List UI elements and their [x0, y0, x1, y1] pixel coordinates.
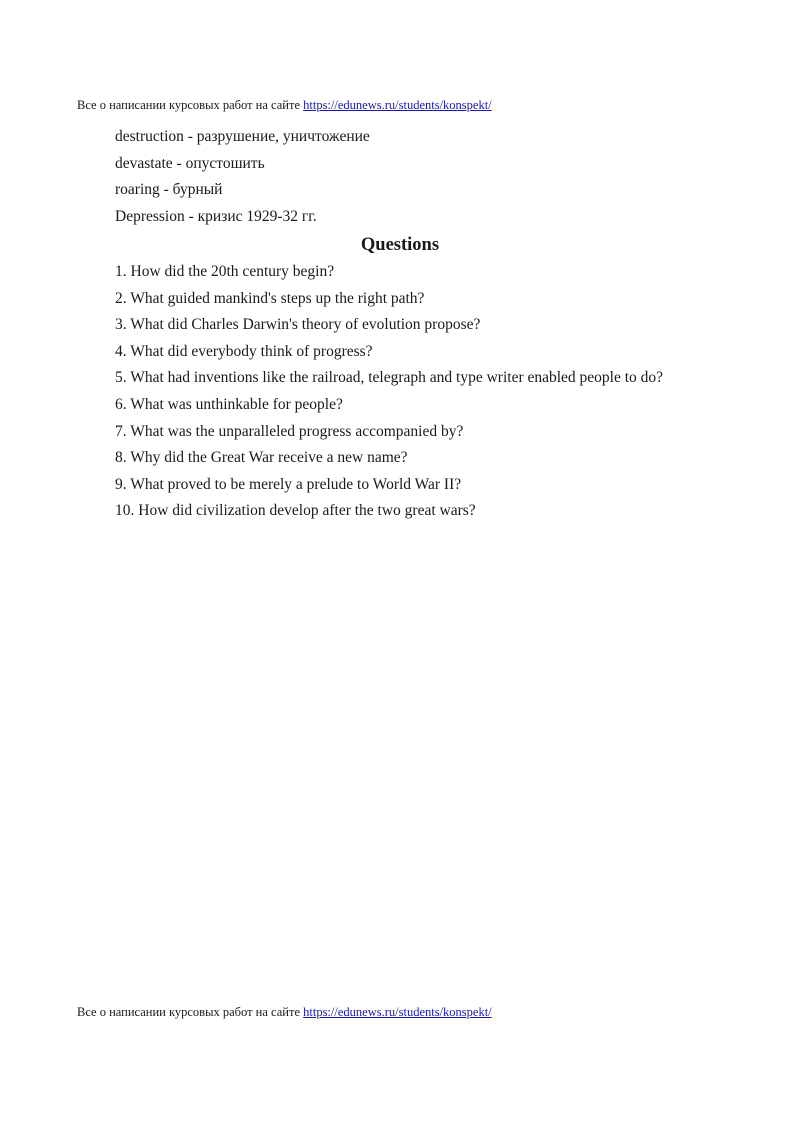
page-header	[77, 97, 492, 113]
question-list	[115, 263, 663, 529]
question-item: 4. What did everybody think of progress?	[115, 342, 373, 360]
vocab-item: roaring - бурный	[115, 181, 223, 199]
header-link[interactable]: https://edunews.ru/students/konspekt/	[303, 98, 492, 112]
vocabulary-list	[115, 128, 370, 234]
vocab-item: destruction - разрушение, уничтожение	[115, 128, 370, 145]
vocab-item: Depression - кризис 1929-32 гг.	[115, 207, 317, 225]
footer-text: Все о написании курсовых работ на сайте	[77, 1005, 304, 1019]
question-item: 3. What did Charles Darwin's theory of evolution propose?	[115, 316, 481, 334]
page-footer	[77, 1004, 492, 1020]
vocab-item: devastate - опустошить	[115, 154, 265, 172]
questions-heading: Questions	[360, 235, 440, 255]
question-item: 2. What guided mankind's steps up the right path?	[115, 289, 425, 307]
question-item: 1. How did the 20th century begin?	[115, 263, 335, 280]
question-item: 5. What had inventions like the railroad, telegraph and type writer enabled people to do?	[115, 369, 664, 387]
question-item: 10. How did civilization develop after the two great wars?	[115, 502, 476, 520]
question-item: 6. What was unthinkable for people?	[115, 395, 343, 413]
header-text: Все о написании курсовых работ на сайте	[77, 98, 304, 112]
footer-link[interactable]: https://edunews.ru/students/konspekt/	[303, 1005, 492, 1019]
question-item: 8. Why did the Great War receive a new name?	[115, 449, 408, 467]
question-item: 7. What was the unparalleled progress accompanied by?	[115, 422, 464, 440]
question-item: 9. What proved to be merely a prelude to World War II?	[115, 475, 462, 493]
